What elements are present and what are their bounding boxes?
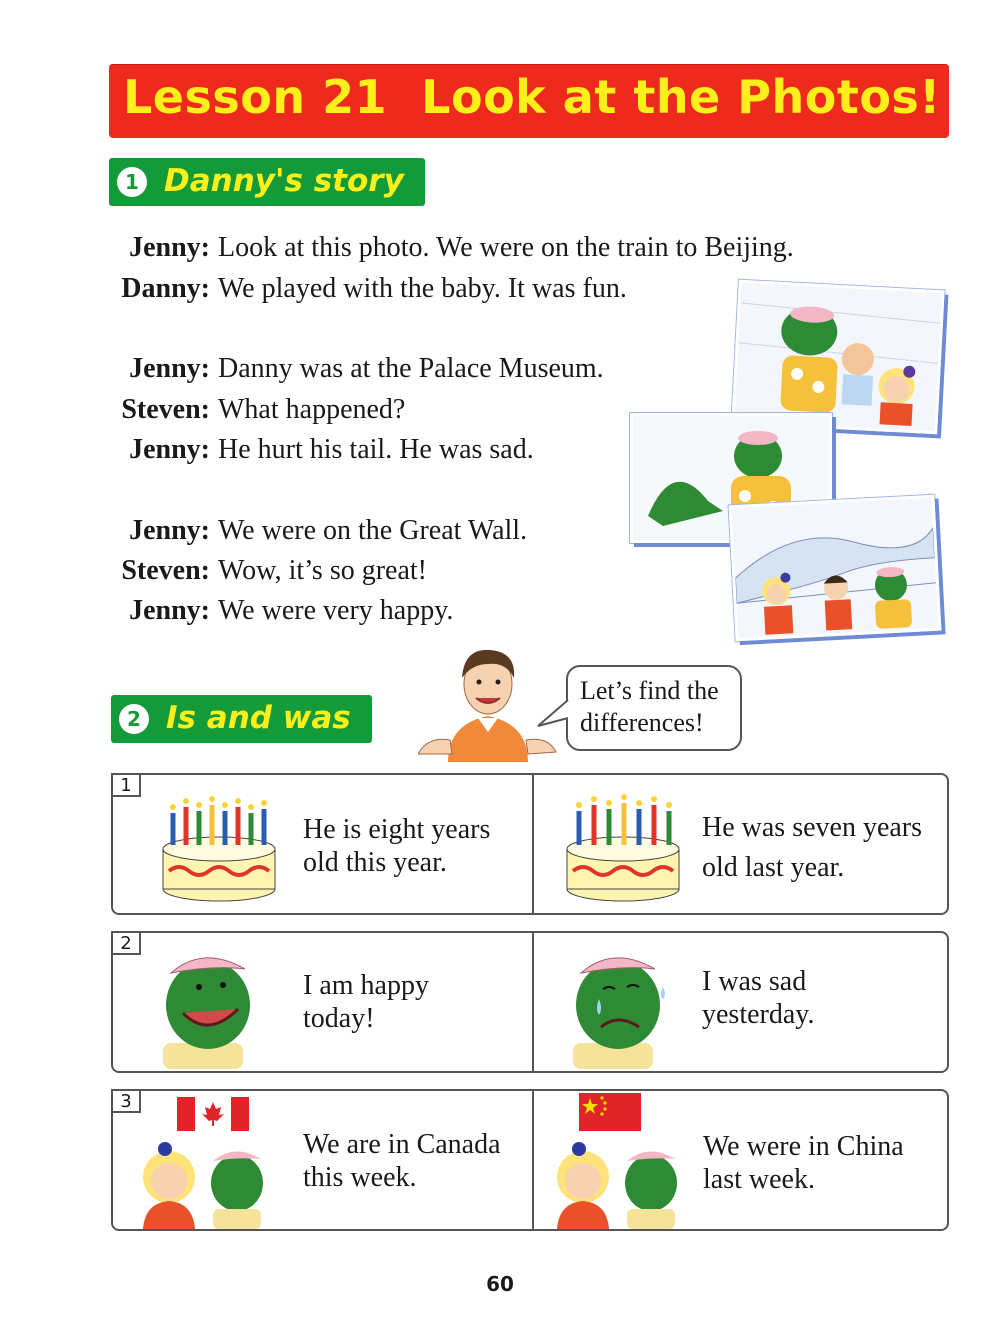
dialogue-line [110,433,534,467]
cell-line: He was seven years [702,812,923,843]
girl-and-dinosaur-icon [547,1137,687,1229]
speech-bubble-text [580,675,719,739]
speaker-label: Danny: [121,273,210,304]
speech-bubble [566,665,742,751]
dialogue-line [110,594,453,628]
cell-line: He is eight years [303,814,491,845]
dialogue-text: We played with the baby. It was fun. [218,273,627,304]
cell-text-left [303,1128,501,1194]
dialogue-line [110,231,794,265]
cell-text-left [303,969,429,1035]
birthday-cake-eight-candles-icon [159,789,279,905]
section-1-title: Danny's story [164,163,404,199]
section-2-title: Is and was [166,700,351,736]
dialogue-line [110,393,405,427]
dialogue-text: We were on the Great Wall. [218,515,528,546]
cell-line: today! [303,1003,375,1034]
happy-dinosaur-icon [153,943,263,1069]
section-1-header [109,158,425,206]
dialogue-text: We were very happy. [218,595,454,626]
cell-text-left [303,813,490,879]
section-1-number: 1 [117,167,147,197]
lesson-title [123,70,941,124]
section-2-number: 2 [119,704,149,734]
comparison-row-1 [111,773,949,915]
speech-bubble-line: differences! [580,708,704,737]
speaker-label: Steven: [121,555,210,586]
birthday-cake-seven-candles-icon [563,787,683,905]
cell-text-right [702,811,922,884]
canada-flag-icon [177,1097,249,1131]
speaker-label: Jenny: [129,353,210,384]
dialogue-text: Wow, it’s so great! [218,555,428,586]
row-divider [532,775,534,913]
section-2-header [111,695,372,743]
girl-and-dinosaur-icon [133,1137,273,1229]
cell-text-right [703,1130,904,1196]
row-divider [532,933,534,1071]
dialogue-line [110,514,527,548]
china-flag-icon [579,1093,641,1131]
cell-line: We were in China [703,1131,904,1162]
cell-line: old this year. [303,847,447,878]
row-divider [532,1091,534,1229]
cell-line: this week. [303,1162,417,1193]
cell-text-right [702,965,814,1031]
lesson-number: Lesson 21 [123,70,388,124]
photo-great-wall [729,495,942,642]
lesson-title-banner [109,64,949,138]
lesson-title-text: Look at the Photos! [421,70,941,124]
row-number: 1 [111,773,141,797]
speech-bubble-line: Let’s find the [580,676,719,705]
speech-bubble-tail [536,698,570,728]
train-scene-illustration [735,283,942,431]
dialogue-text: What happened? [218,394,406,425]
dialogue-line [110,554,427,588]
speaker-label: Jenny: [129,232,210,263]
dialogue-line [110,272,627,306]
cell-line: We are in Canada [303,1129,501,1160]
cell-line: I am happy [303,970,429,1001]
dialogue-text: Danny was at the Palace Museum. [218,353,604,384]
cell-line: old last year. [702,852,845,883]
cell-line: last week. [703,1164,815,1195]
speaker-label: Steven: [121,394,210,425]
photo-train [731,280,944,435]
speaker-label: Jenny: [129,515,210,546]
dialogue-text: He hurt his tail. He was sad. [218,434,534,465]
speaker-label: Jenny: [129,595,210,626]
comparison-row-2 [111,931,949,1073]
speaker-label: Jenny: [129,434,210,465]
dialogue-text: Look at this photo. We were on the train to Beijing. [218,232,794,263]
comparison-row-3 [111,1089,949,1231]
sad-dinosaur-icon [563,943,673,1069]
row-number: 2 [111,931,141,955]
dialogue-line [110,352,604,386]
cell-line: yesterday. [702,999,815,1030]
page-number: 60 [486,1272,514,1296]
cell-line: I was sad [702,966,807,997]
great-wall-illustration [732,498,939,638]
row-number: 3 [111,1089,141,1113]
